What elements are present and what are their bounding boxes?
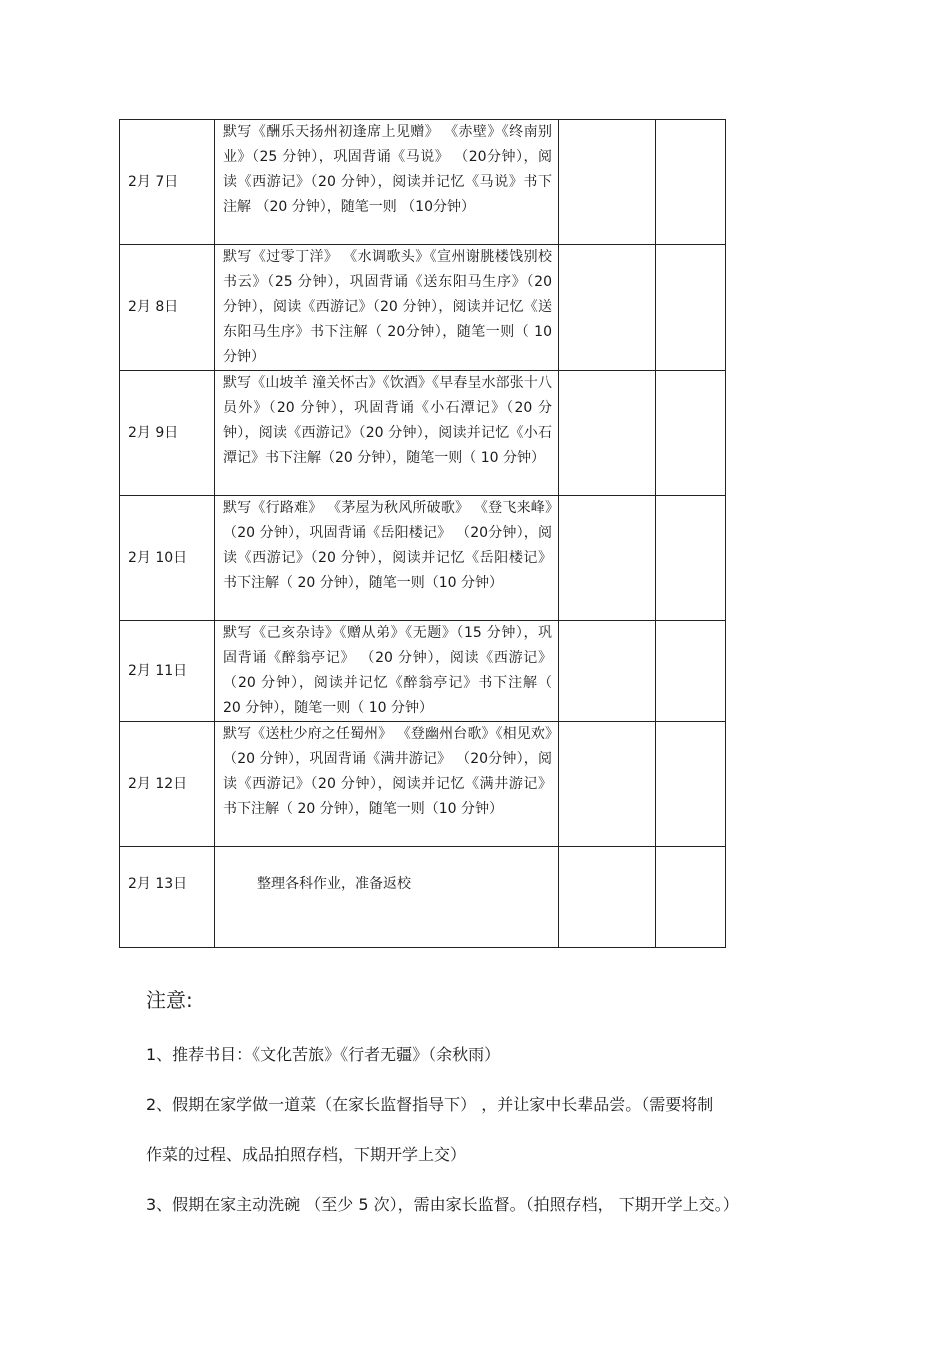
task-cell: 默写《己亥杂诗》《赠从弟》《无题》（15 分钟），巩固背诵《醉翁亭记》 （20 分钟），阅读《西游记》（20 分钟），阅读并记忆《醉翁亭记》书下注解（ 20 分钟），随笔一则（ 10 分钟）	[215, 621, 559, 722]
empty-cell	[656, 847, 726, 948]
empty-cell	[559, 621, 656, 722]
table-row	[120, 722, 726, 847]
task-cell	[215, 847, 559, 948]
table-row	[120, 847, 726, 948]
note-item: 1、推荐书目：《文化苦旅》《行者无疆》（余秋雨）	[146, 1045, 501, 1064]
empty-cell	[559, 496, 656, 621]
schedule-table	[119, 119, 726, 948]
empty-cell	[559, 847, 656, 948]
task-cell: 默写《过零丁洋》 《水调歌头》《宣州谢朓楼饯别校书云》（25 分钟），巩固背诵《送东阳马生序》（20 分钟），阅读《西游记》（20 分钟），阅读并记忆《送东阳马生序》书下注解（ 20分钟），随笔一则（ 10 分钟）	[215, 245, 559, 371]
table-row	[120, 621, 726, 722]
note-item: 2、假期在家学做一道菜（在家长监督指导下） ，并让家中长辈品尝。（需要将制	[146, 1095, 714, 1114]
task-cell: 默写《酬乐天扬州初逢席上见赠》 《赤壁》《终南别业》（25 分钟），巩固背诵《马说》 （20分钟），阅读《西游记》（20 分钟），阅读并记忆《马说》书下注解 （20 分钟），随笔一则 （10分钟）	[215, 120, 559, 245]
empty-cell	[559, 120, 656, 245]
empty-cell	[559, 371, 656, 496]
table-row	[120, 371, 726, 496]
date-cell	[120, 847, 215, 948]
date-cell: 2月 10日	[120, 496, 215, 621]
empty-cell	[656, 722, 726, 847]
empty-cell	[559, 245, 656, 371]
task-cell: 默写《山坡羊 潼关怀古》《饮酒》《早春呈水部张十八员外》（20 分钟），巩固背诵《小石潭记》（20 分钟），阅读《西游记》（20 分钟），阅读并记忆《小石潭记》书下注解（20 分钟），随笔一则（ 10 分钟）	[215, 371, 559, 496]
table-row	[120, 245, 726, 371]
empty-cell	[656, 371, 726, 496]
date-cell: 2月 9日	[120, 371, 215, 496]
task-label: 整理各科作业，准备返校	[257, 876, 411, 892]
date-cell: 2月 7日	[120, 120, 215, 245]
empty-cell	[656, 245, 726, 371]
empty-cell	[656, 621, 726, 722]
empty-cell	[656, 120, 726, 245]
date-cell: 2月 8日	[120, 245, 215, 371]
empty-cell	[559, 722, 656, 847]
notes-heading: 注意:	[146, 988, 193, 1012]
table-row	[120, 120, 726, 245]
notes-section	[146, 980, 846, 1230]
note-item: 作菜的过程、成品拍照存档，下期开学上交）	[146, 1145, 467, 1164]
empty-cell	[656, 496, 726, 621]
note-item: 3、假期在家主动洗碗 （至少 5 次），需由家长监督。（拍照存档， 下期开学上交。）	[146, 1195, 739, 1214]
task-cell: 默写《送杜少府之任蜀州》 《登幽州台歌》《相见欢》（20 分钟），巩固背诵《满井游记》 （20分钟），阅读《西游记》（20 分钟），阅读并记忆《满井游记》书下注解（ 20 分钟），随笔一则（10 分钟）	[215, 722, 559, 847]
date-cell: 2月 12日	[120, 722, 215, 847]
date-label: 2月 13日	[128, 876, 188, 892]
table-row	[120, 496, 726, 621]
date-cell: 2月 11日	[120, 621, 215, 722]
task-cell: 默写《行路难》 《茅屋为秋风所破歌》 《登飞来峰》（20 分钟），巩固背诵《岳阳楼记》 （20分钟），阅读《西游记》（20 分钟），阅读并记忆《岳阳楼记》书下注解（ 20 分钟），随笔一则（10 分钟）	[215, 496, 559, 621]
